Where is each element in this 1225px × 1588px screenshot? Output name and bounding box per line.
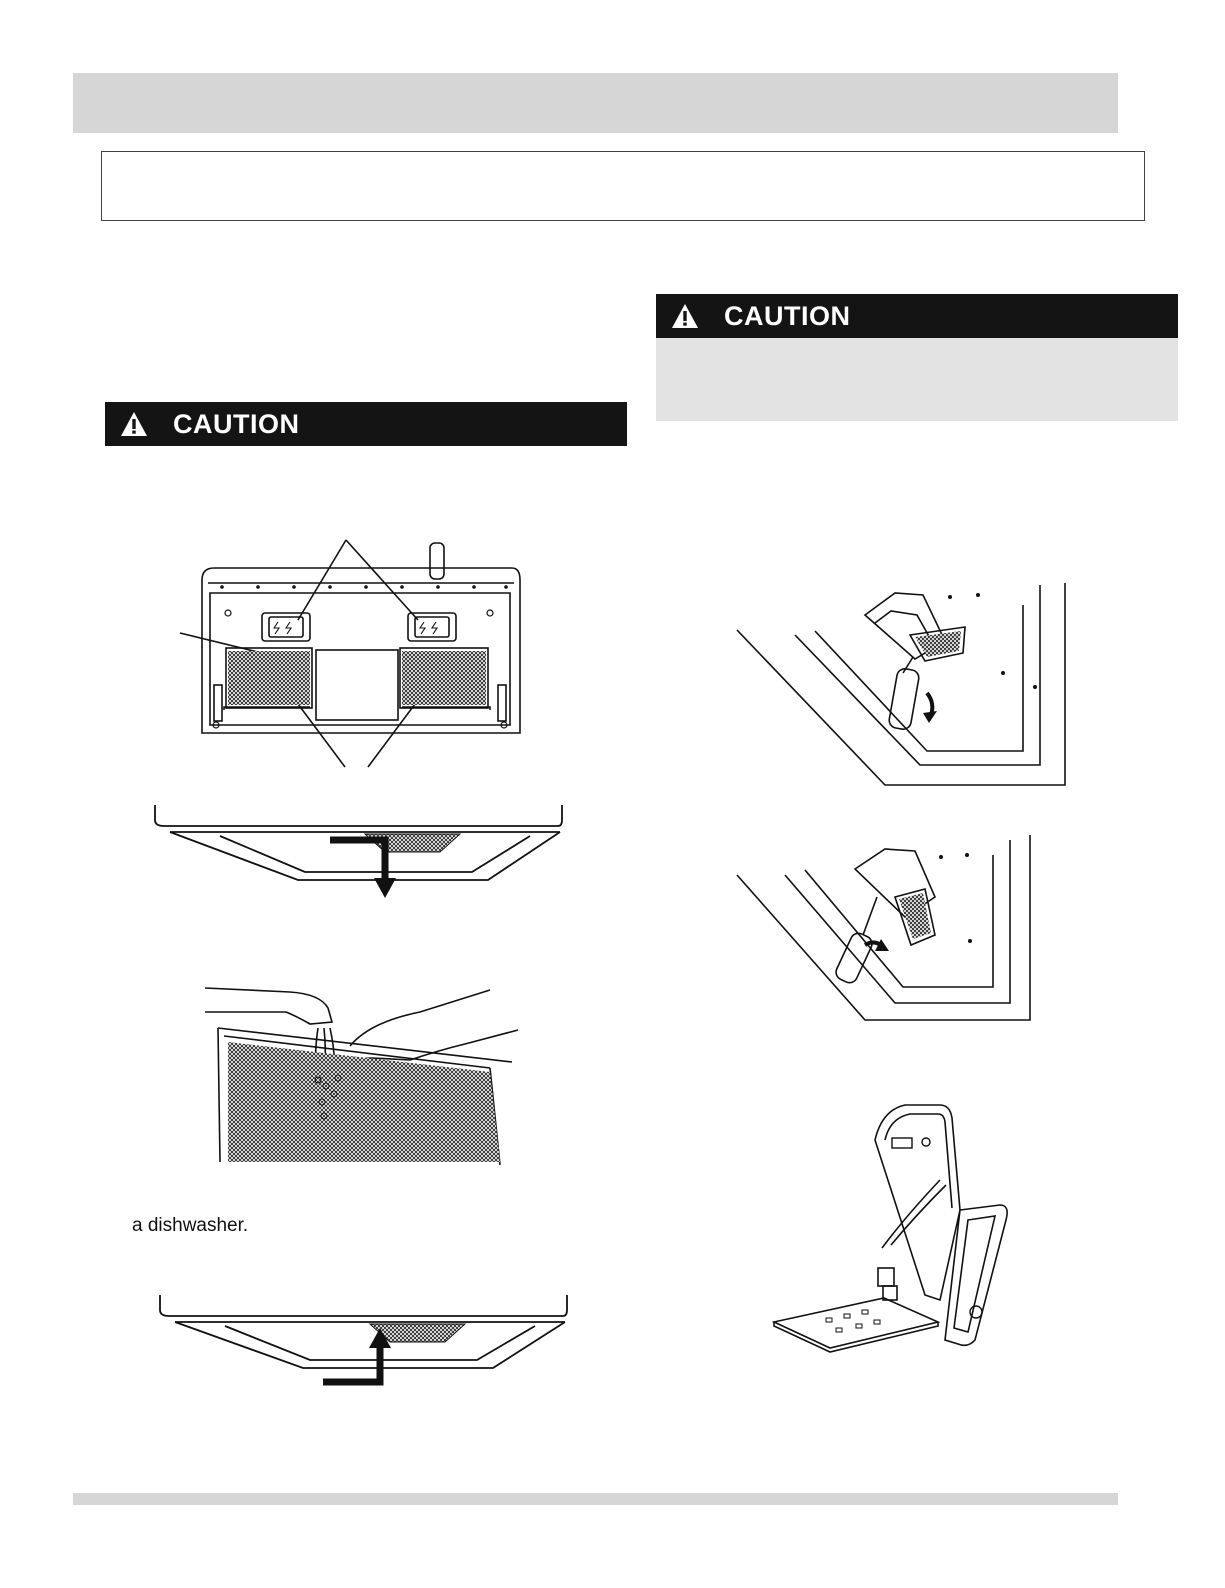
notice-box	[101, 151, 1145, 221]
header-band	[73, 73, 1118, 133]
warning-triangle-icon	[119, 410, 149, 438]
caution-bar-left	[105, 402, 627, 446]
warning-triangle-icon	[670, 302, 700, 330]
caution-label-left: CAUTION	[173, 408, 300, 439]
footer-band	[73, 1493, 1118, 1505]
filter-removal-diagram	[150, 800, 570, 910]
filter-location-diagram	[150, 535, 530, 770]
caution-bar-right	[656, 294, 1178, 338]
light-cover-reinstall-diagram	[735, 835, 1035, 1025]
filter-washing-diagram	[200, 980, 520, 1170]
caution-body-right	[656, 338, 1178, 421]
light-cover-removal-diagram	[735, 575, 1075, 790]
caution-label-right: CAUTION	[724, 300, 851, 331]
filter-reinstall-diagram	[155, 1290, 575, 1390]
dishwasher-caption: a dishwasher.	[132, 1215, 249, 1236]
lamp-assembly-diagram	[770, 1100, 1050, 1350]
